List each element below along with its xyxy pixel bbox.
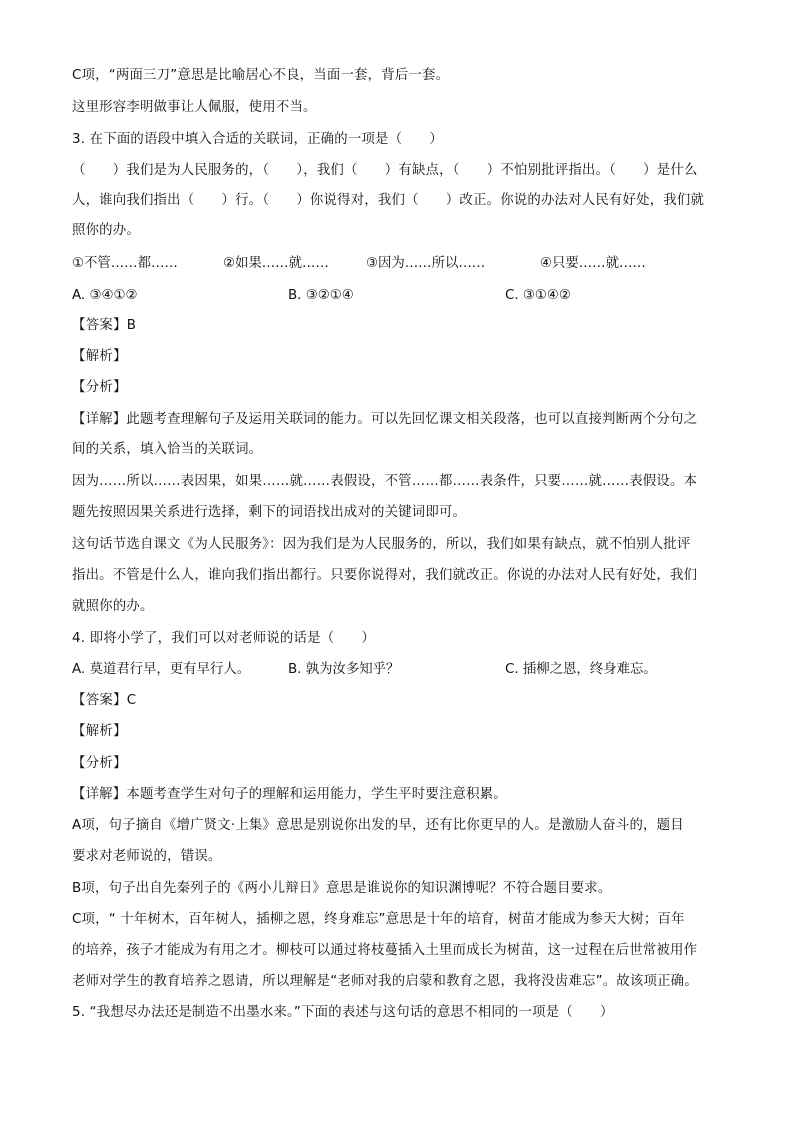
text-line: C项，“ 十年树木，百年树人，插柳之恩，终身难忘”意思是十年的培育，树苗才能成为参天大树；百年 [72, 912, 685, 927]
question-3-title: 3. 在下面的语段中填入合适的关联词，正确的一项是（ ） [72, 132, 443, 147]
q3-choice: ①不管……都…… [72, 256, 178, 271]
q4-option-b: B. 孰为汝多知乎？ [288, 662, 400, 677]
text-line: 【详解】本题考查学生对句子的理解和运用能力，学生平时要注意积累。 [72, 787, 507, 802]
text-line: 老师对学生的教育培养之恩请，所以理解是“老师对我的启蒙和教育之恩，我将没齿难忘”。故该项正确。 [72, 974, 698, 989]
text-line: 【详解】此题考查理解句子及运用关联词的能力。可以先回忆课文相关段落，也可以直接判断两个分句之 [72, 412, 698, 427]
fenxi-label: 【分析】 [72, 756, 127, 771]
answer-label: 【答案】B [72, 318, 137, 333]
text-line: 要求对老师说的，错误。 [72, 849, 222, 864]
q3-choice: ②如果……就…… [223, 256, 329, 271]
analysis-label: 【解析】 [72, 349, 127, 364]
text-line: 这里形容李明做事让人佩服，使用不当。 [72, 100, 317, 115]
text-line: 就照你的办。 [72, 599, 154, 614]
question-5-title: 5. “我想尽办法还是制造不出墨水来。”下面的表述与这句话的意思不相同的一项是（ ） [72, 1005, 614, 1020]
q4-option-c: C. 插柳之恩，终身难忘。 [505, 662, 657, 677]
q4-option-a: A. 莫道君行早，更有早行人。 [72, 662, 251, 677]
text-line: 的培养，孩子才能成为有用之才。柳枝可以通过将枝蔓插入土里而成长为树苗，这一过程在后世常被用作 [72, 943, 698, 958]
text-line: A项，句子摘自《增广贤文·上集》意思是别说你出发的早，还有比你更早的人。是激励人奋斗的，题目 [72, 818, 684, 833]
text-line: 题先按照因果关系进行选择，剩下的词语找出成对的关键词即可。 [72, 505, 467, 520]
text-line: 这句话节选自课文《为人民服务》：因为我们是为人民服务的，所以，我们如果有缺点，就不怕别人批评 [72, 537, 691, 552]
analysis-label: 【解析】 [72, 724, 127, 739]
question-4-title: 4. 即将小学了，我们可以对老师说的话是（ ） [72, 631, 376, 646]
text-line: 照你的办。 [72, 223, 140, 238]
answer-label: 【答案】C [72, 693, 137, 708]
q3-option-a: A. ③④①② [72, 288, 138, 303]
q3-option-b: B. ③②①④ [288, 288, 354, 303]
text-line: 指出。不管是什么人，谁向我们指出都行。只要你说得对，我们就改正。你说的办法对人民有好处，我们 [72, 568, 698, 583]
fenxi-label: 【分析】 [72, 380, 127, 395]
text-line: 间的关系，填入恰当的关联词。 [72, 442, 263, 457]
text-line: 因为……所以……表因果，如果……就……表假设，不管……都……表条件，只要……就……表假设。本 [72, 474, 698, 489]
text-line: C项，“两面三刀”意思是比喻居心不良，当面一套，背后一套。 [72, 68, 450, 83]
text-line: B项，句子出自先秦列子的《两小儿辩日》意思是谁说你的知识渊博呢？不符合题目要求。 [72, 881, 612, 896]
text-line: （ ）我们是为人民服务的，（ ），我们（ ）有缺点，（ ）不怕别批评指出。（ ）是什么 [72, 163, 698, 178]
q3-option-c: C. ③①④② [505, 288, 571, 303]
q3-choice: ④只要……就…… [540, 256, 646, 271]
q3-choice: ③因为……所以…… [366, 256, 486, 271]
text-line: 人，谁向我们指出（ ）行。（ ）你说得对，我们（ ）改正。你说的办法对人民有好处，我们就 [72, 193, 705, 208]
